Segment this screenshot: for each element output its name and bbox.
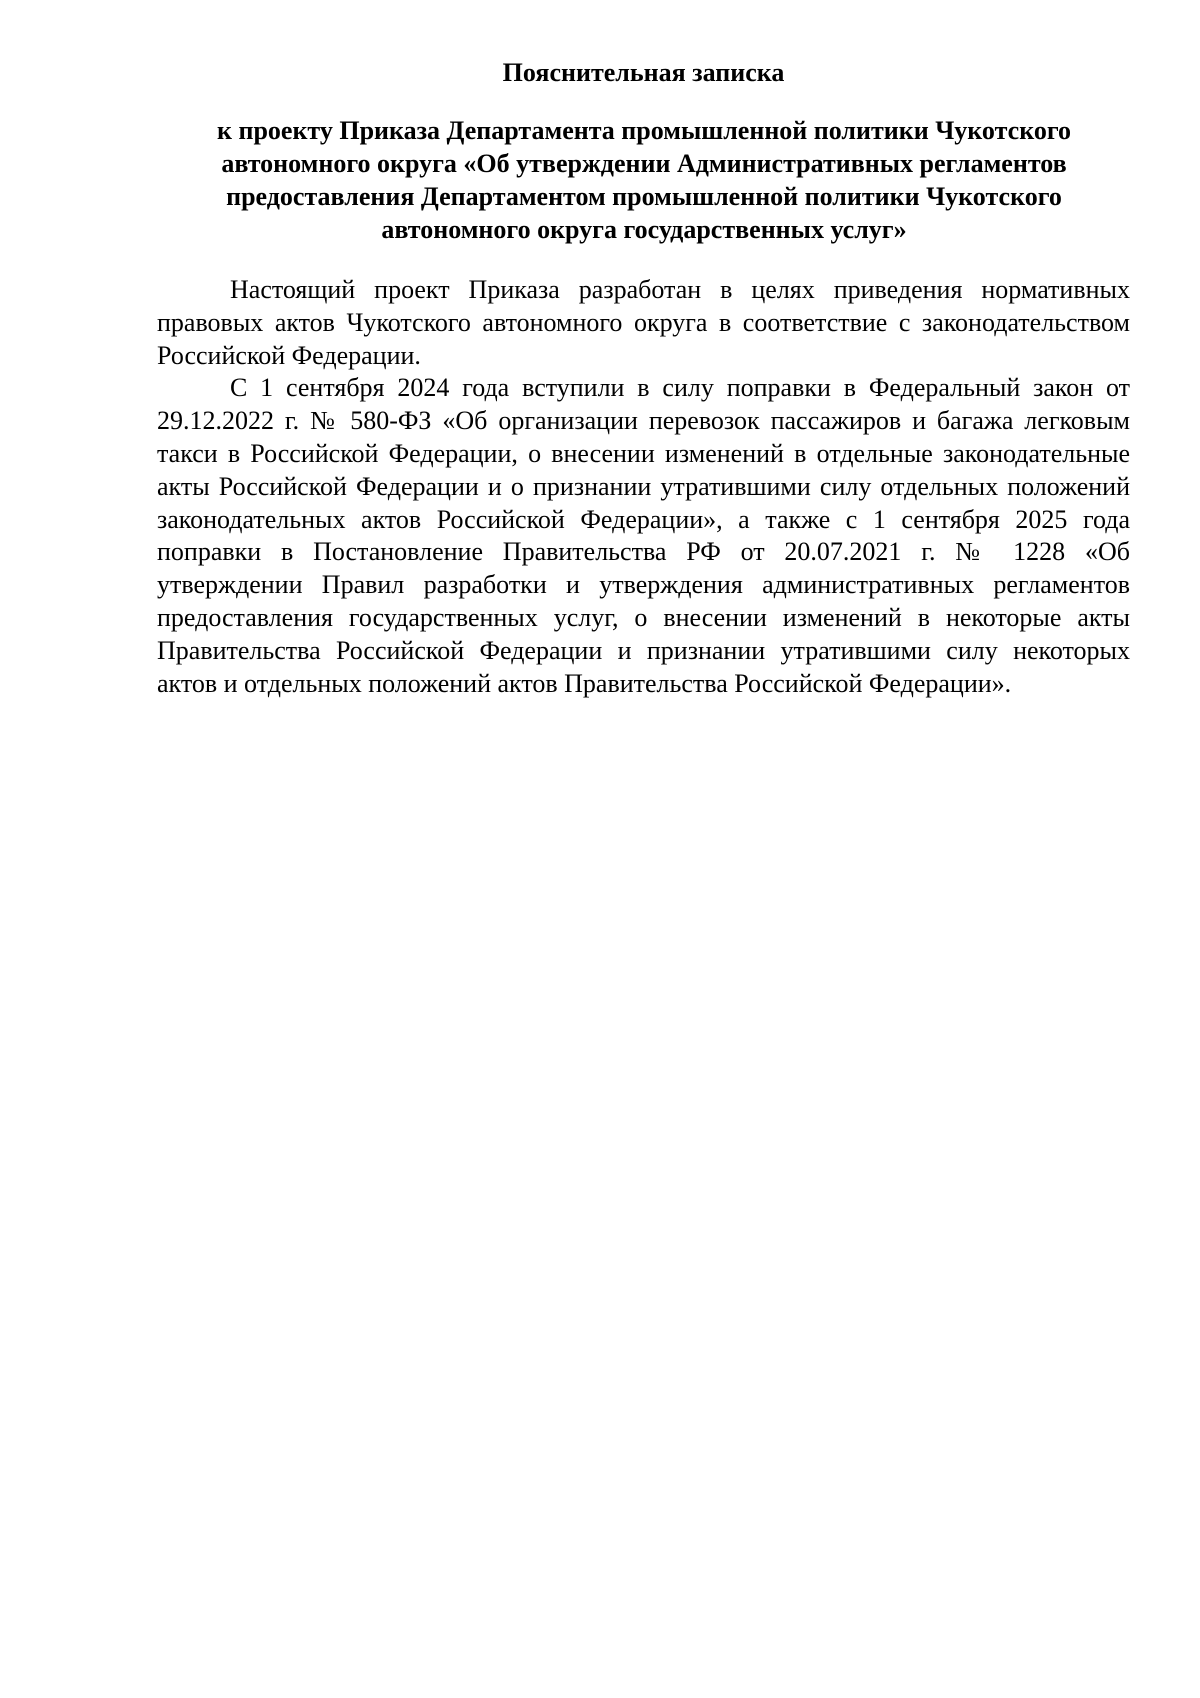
paragraph-legal-basis: С 1 сентября 2024 года вступили в силу поправки в Федеральный закон от 29.12.2022 г. № 580-ФЗ «Об организации перевозок пассажиров и багажа легковым такси в Российской Федерации, о внесении изменений в отдельные законодательные акты Российской Федерации и о признании утратившими силу отдельных положений законодательных актов Российской Федерации», а также с 1 сентября 2025 года поправки в Постановление Правительства РФ от 20.07.2021 г. № 1228 «Об утверждении Правил разработки и утверждения административных регламентов предоставления государственных услуг, о внесении изменений в некоторые акты Правительства Российской Федерации и признании утратившими силу некоторых актов и отдельных положений актов Правительства Российской Федерации». <box>157 373 1130 698</box>
document-subtitle: к проекту Приказа Департамента промышленной политики Чукотского автономного округа «Об утверждении Административных регламентов предоставления Департаментом промышленной политики Чукотского автономного округа государственных услуг» <box>216 116 1071 244</box>
document-title: Пояснительная записка <box>502 58 785 87</box>
document-body <box>157 56 1130 700</box>
paragraph-purpose: Настоящий проект Приказа разработан в целях приведения нормативных правовых актов Чукотского автономного округа в соответствие с законодательством Российской Федерации. <box>157 275 1130 370</box>
